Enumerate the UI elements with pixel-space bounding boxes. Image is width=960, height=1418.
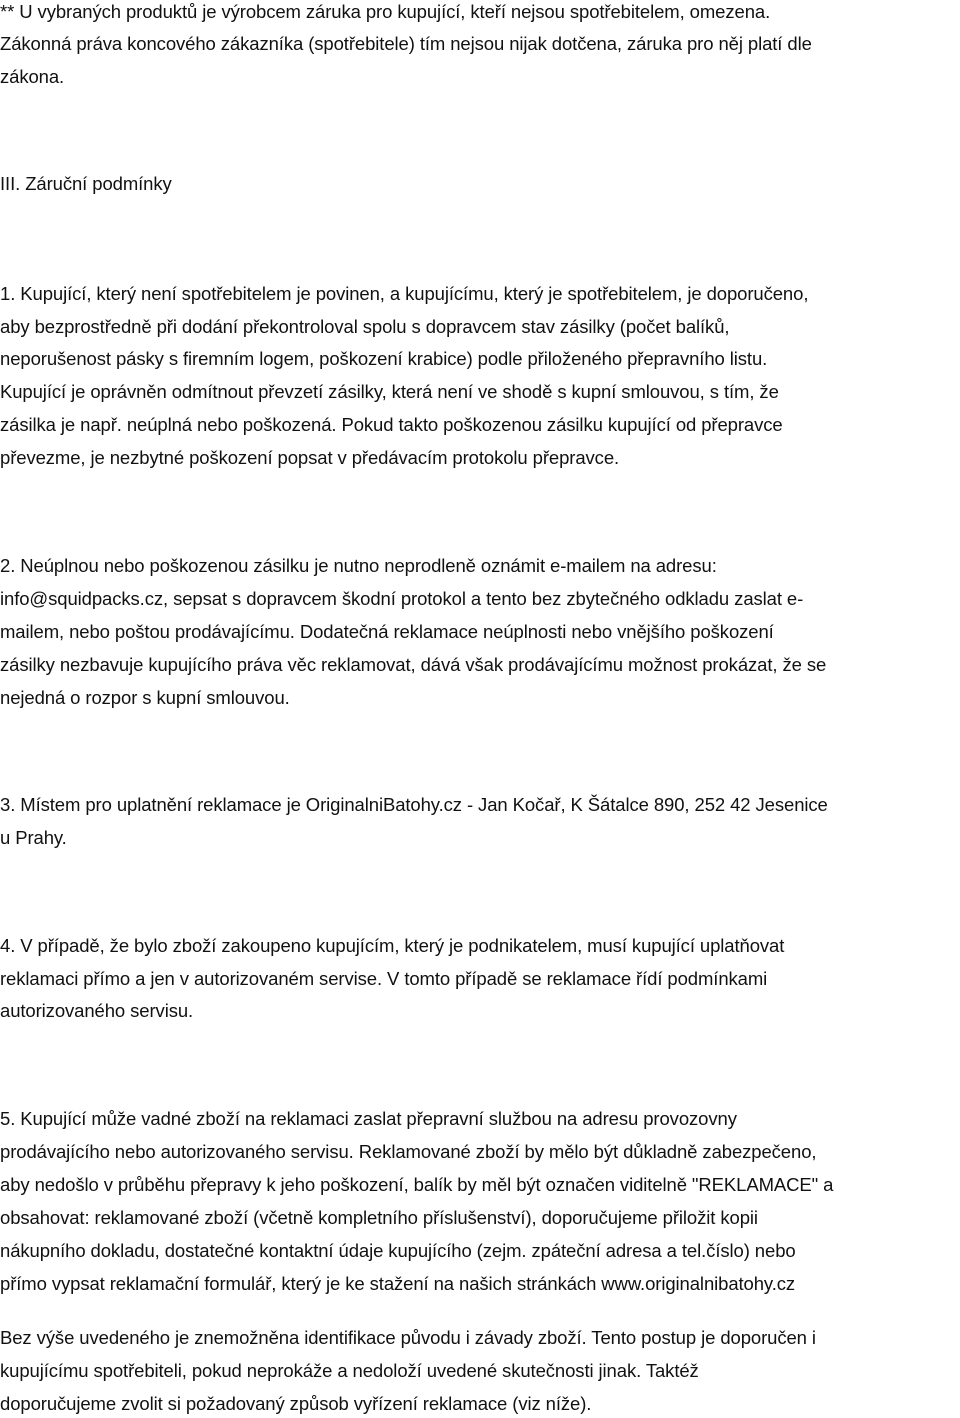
note-line: ** U vybraných produktů je výrobcem záruka pro kupující, kteří nejsou spotřebitelem, omezena.: [0, 1, 771, 22]
section-4-line: autorizovaného servisu.: [0, 1000, 194, 1021]
section-5-line: 5. Kupující může vadné zboží na reklamaci zaslat přepravní službou na adresu provozovny: [0, 1108, 737, 1129]
section-3-line: u Prahy.: [0, 827, 67, 848]
note-line: zákona.: [0, 66, 65, 87]
section-5-line: přímo vypsat reklamační formulář, který je ke stažení na našich stránkách www.originalnibatohy.cz: [0, 1273, 796, 1294]
closing-line: doporučujeme zvolit si požadovaný způsob vyřízení reklamace (viz níže).: [0, 1393, 592, 1414]
note-line: Zákonná práva koncového zákazníka (spotřebitele) tím nejsou nijak dotčena, záruka pro něj platí dle: [0, 33, 812, 54]
section-2-line: mailem, nebo poštou prodávajícímu. Dodatečná reklamace neúplnosti nebo vnějšího poškození: [0, 621, 774, 642]
section-1-line: Kupující je oprávněn odmítnout převzetí zásilky, která není ve shodě s kupní smlouvou, s tím, že: [0, 381, 779, 402]
section-heading: III. Záruční podmínky: [0, 173, 172, 194]
section-4-line: 4. V případě, že bylo zboží zakoupeno kupujícím, který je podnikatelem, musí kupující uplatňovat: [0, 935, 785, 956]
closing-line: kupujícímu spotřebiteli, pokud neprokáže a nedoloží uvedené skutečnosti jinak. Taktéž: [0, 1360, 699, 1381]
section-1-line: aby bezprostředně při dodání překontroloval spolu s dopravcem stav zásilky (počet balíků,: [0, 316, 730, 337]
section-4-line: reklamaci přímo a jen v autorizovaném servise. V tomto případě se reklamace řídí podmínkami: [0, 968, 768, 989]
section-5-line: obsahovat: reklamované zboží (včetně kompletního příslušenství), doporučujeme přiložit kopii: [0, 1207, 758, 1228]
section-1-line: 1. Kupující, který není spotřebitelem je povinen, a kupujícímu, který je spotřebitelem, je doporučeno,: [0, 283, 809, 304]
section-2-line: 2. Neúplnou nebo poškozenou zásilku je nutno neprodleně oznámit e-mailem na adresu:: [0, 555, 717, 576]
section-1-line: zásilka je např. neúplná nebo poškozená. Pokud takto poškozenou zásilku kupující od přepravce: [0, 414, 783, 435]
section-1-line: převezme, je nezbytné poškození popsat v předávacím protokolu přepravce.: [0, 447, 620, 468]
section-3-line: 3. Místem pro uplatnění reklamace je OriginalniBatohy.cz - Jan Kočař, K Šátalce 890, 252 42 Jesenice: [0, 794, 828, 815]
section-5-line: prodávajícího nebo autorizovaného servisu. Reklamované zboží by mělo být důkladně zabezpečeno,: [0, 1141, 817, 1162]
section-5-line: nákupního dokladu, dostatečné kontaktní údaje kupujícího (zejm. zpáteční adresa a tel.číslo) nebo: [0, 1240, 796, 1261]
section-2-line: nejedná o rozpor s kupní smlouvou.: [0, 687, 290, 708]
section-1-line: neporušenost pásky s firemním logem, poškození krabice) podle přiloženého přepravního listu.: [0, 348, 768, 369]
closing-line: Bez výše uvedeného je znemožněna identifikace původu i závady zboží. Tento postup je doporučen i: [0, 1327, 816, 1348]
section-2-line: zásilky nezbavuje kupujícího práva věc reklamovat, dává však prodávajícímu možnost prokázat, že se: [0, 654, 827, 675]
section-2-line: info@squidpacks.cz, sepsat s dopravcem škodní protokol a tento bez zbytečného odkladu zaslat e-: [0, 588, 804, 609]
section-5-line: aby nedošlo v průběhu přepravy k jeho poškození, balík by měl být označen viditelně "REKLAMACE" a: [0, 1174, 834, 1195]
